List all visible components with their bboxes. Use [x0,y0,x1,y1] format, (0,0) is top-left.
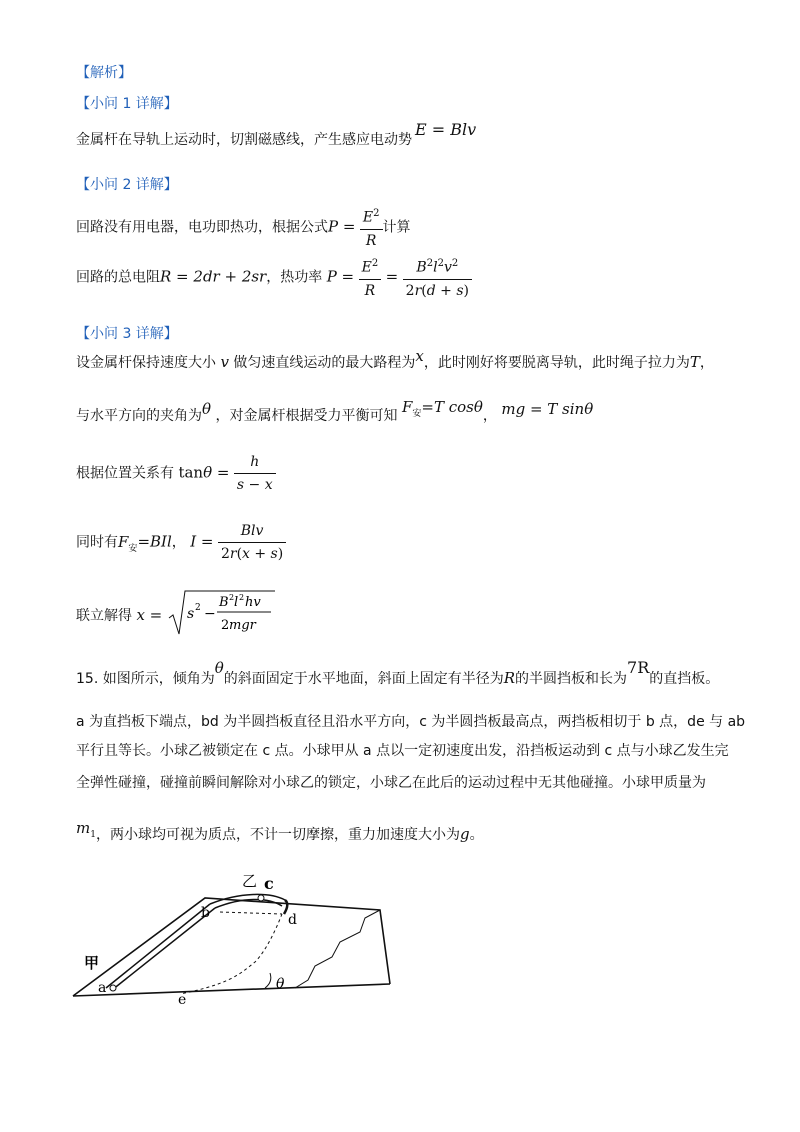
incline-outline [73,898,390,996]
incline-figure [70,862,420,1012]
power-fraction-2: $\frac{E^2}{R}$ [359,254,382,301]
ampere-force-eq: =BIl [137,532,172,551]
q3-line1-b: 做匀速直线运动的最大路程为 [233,355,416,371]
q3-line3: 根据位置关系有 tanθ = $\frac{h}{s - x}$ [76,452,276,495]
q3-line1-a: 设金属杆保持速度大小 [76,355,216,371]
svg-text:l: l [233,595,238,610]
sqrt-result-svg [167,588,277,638]
var-x: x [415,347,424,365]
svg-text:−: − [203,606,216,622]
label-theta: θ [276,976,285,992]
p15-end: 。 [469,827,484,843]
q1-emf-equation: E = Blv [415,120,477,139]
p15-d: 的直挡板。 [649,671,720,687]
svg-text:2: 2 [194,603,201,613]
q3-line2-b: ，对金属杆根据受力平衡可知 [215,408,398,424]
label-b: b [201,905,210,921]
q1-text [76,130,412,150]
q3-line3-a: 根据位置关系有 [76,465,174,482]
q3-line2-a: 与水平方向的夹角为 [76,408,202,424]
force-balance-eq2: mg = T sinθ [501,400,594,418]
p15-line5-b: ，两小球均可视为质点，不计一切摩擦，重力加速度大小为 [95,827,460,843]
p15-a: 15. 如图所示，倾角为 [76,671,215,687]
subscript-an-2: 安 [128,543,138,554]
p15-line3: 平行且等长。小球乙被锁定在 c 点。小球甲从 a 点以一定初速度出发，沿挡板运动到 c 点与小球乙发生完 [76,743,729,759]
q2-line2-text-b: ，热功率 [266,269,323,286]
p15-c: 的半圆挡板和长为 [515,671,628,687]
power-fraction-3: $\frac{B^2l^2v^2}{2r(d + s)}$ [403,254,472,301]
q3-line1-d: ， [699,355,714,371]
p15-theta: θ [214,659,224,677]
var-v: v [220,353,229,371]
power-fraction-1: $\frac{E^2}{R}$ [360,204,383,251]
tan-fraction: $\frac{h}{s - x}$ [234,452,276,495]
p15-7R: 7R [627,658,650,677]
q2-line1: 回路没有用电器，电功即热功，根据公式P = $\frac{E^2}{R}$ 计算 [76,204,411,251]
p15-line1 [76,658,720,689]
q3-line1-c: ，此时刚好将要脱离导轨，此时绳子拉力为 [423,355,690,371]
q3-line4-a: 同时有 [76,534,118,551]
q1-tag: 【小问 1 详解】 [76,96,178,112]
bd-diameter-line [220,912,282,914]
p15-line4: 全弹性碰撞，碰撞前瞬间解除对小球乙的锁定，小球乙在此后的运动过程中无其他碰撞。小球甲质量为 [76,775,706,791]
q2-line1-end: 计算 [382,219,411,236]
q1-sentence: 金属杆在导轨上运动时，切割磁感线，产生感应电动势 [76,132,412,148]
q3-line1 [76,347,714,373]
p15-b: 的斜面固定于水平地面，斜面上固定有半径为 [223,671,504,687]
label-d: d [288,912,297,928]
q2-line1-text: 回路没有用电器，电功即热功，根据公式 [76,219,328,236]
q2-tag: 【小问 2 详解】 [76,177,178,193]
barrier-end-cap [284,900,287,914]
ground-line [73,984,390,996]
label-a: a [98,980,107,996]
q3-tag: 【小问 3 详解】 [76,326,178,342]
svg-text:s: s [186,606,194,622]
label-e: e [178,992,187,1008]
sqrt-result [167,588,277,644]
p15-R: R [503,669,516,687]
label-jia: 甲 [84,954,100,972]
angle-arc [265,973,271,988]
total-resistance-equation: R = 2dr + 2sr [160,267,267,286]
svg-text:hv: hv [244,595,261,610]
q3-line5-a: 联立解得 [76,608,132,624]
q3-line2: 与水平方向的夹角为θ ，对金属杆根据受力平衡可知 $F_安=T$ cosθ， mg = T sinθ [76,398,594,424]
p15-line5: $m_1$，两小球均可视为质点，不计一切摩擦，重力加速度大小为g。 [76,819,484,843]
straight-barrier-outer [106,904,210,988]
label-yi: 乙 [242,872,258,890]
q3-line2-comma: ， [482,408,497,424]
q2-line2: 回路的总电阻R = 2dr + 2sr，热功率 P = $\frac{E^2}{R}$ = $\frac{B^2l^2v^2}{2r(d + s)}$ [76,254,472,301]
var-T: T [689,353,700,371]
analysis-tag: 【解析】 [76,65,132,81]
force-balance-eq1: =T cosθ [421,398,483,416]
svg-text:2: 2 [238,593,244,602]
var-theta: θ [202,400,212,418]
q3-line5: 联立解得 x = s 2 − B 2 l 2 hv 2 mgr [76,588,277,644]
ball-jia [110,985,116,991]
q3-line4-comma: ， [171,534,186,551]
q2-line2-text: 回路的总电阻 [76,269,160,286]
current-fraction: $\frac{\text{Blv}}{2r(x + s)}$ [218,521,286,564]
svg-text:B: B [218,595,229,610]
svg-text:2: 2 [228,593,234,602]
q3-line4: 同时有$F_安=BIl$， I = $\frac{\text{Blv}}{2r(x + s)}$ [76,521,286,564]
p15-g: g [459,825,470,843]
straight-barrier-inner [112,908,215,990]
svg-text:2: 2 [220,618,229,633]
p15-line2: a 为直挡板下端点，bd 为半圆挡板直径且沿水平方向，c 为半圆挡板最高点，两挡板相切于 b 点，de 与 ab [76,714,746,730]
label-c: c [264,874,274,893]
svg-text:mgr: mgr [228,618,256,633]
ball-yi [258,895,264,901]
subscript-an: 安 [412,409,422,419]
de-dashed-line [180,914,282,994]
incline-side-edge [295,910,380,988]
